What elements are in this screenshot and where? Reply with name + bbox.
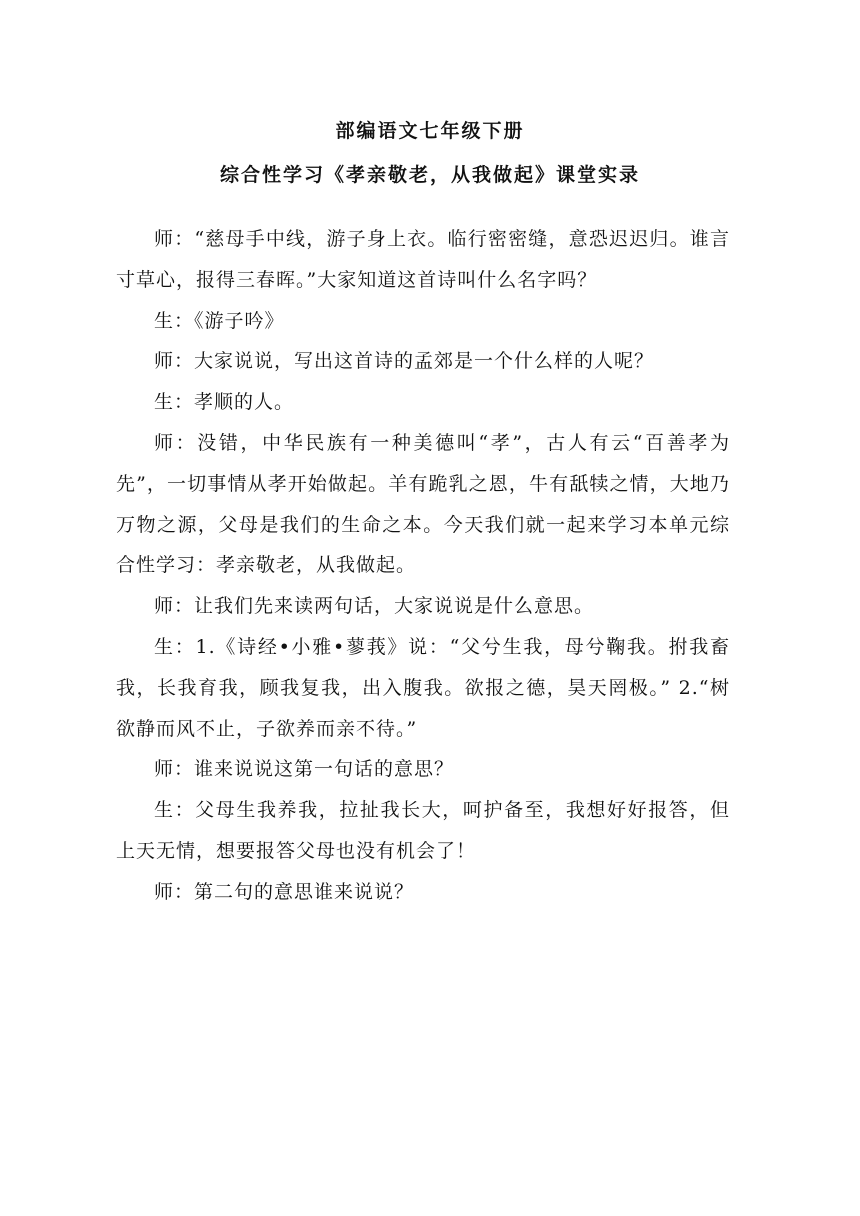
- paragraph: 生：孝顺的人。: [154, 391, 295, 414]
- paragraph: 生：父母生我养我，拉扯我长大，呵护备至，我想好好报答，但上天无情，想要报答父母也没有机会了！: [116, 799, 730, 862]
- document-title: 部编语文七年级下册: [335, 120, 525, 142]
- paragraph: 师：让我们先来读两句话，大家说说是什么意思。: [154, 595, 595, 618]
- paragraph: 师：大家说说，写出这首诗的孟郊是一个什么样的人呢？: [154, 350, 655, 373]
- paragraph: 师：第二句的意思谁来说说？: [154, 880, 415, 903]
- paragraph: 师：“慈母手中线，游子身上衣。临行密密缝，意恐迟迟归。谁言寸草心，报得三春晖。”大家知道这首诗叫什么名字吗？: [116, 228, 730, 291]
- document-subtitle: 综合性学习《孝亲敬老，从我做起》课堂实录: [219, 164, 640, 186]
- paragraph: 师：谁来说说这第一句话的意思？: [154, 758, 455, 781]
- paragraph: 生：1.《诗经•小雅•蓼莪》说：“父兮生我，母兮鞠我。拊我畜我，长我育我，顾我复我，出入腹我。欲报之德，昊天罔极。” 2.“树欲静而风不止，子欲养而亲不待。”: [116, 635, 730, 740]
- paragraph: 师：没错，中华民族有一种美德叫“孝”，古人有云“百善孝为先”，一切事情从孝开始做起。羊有跪乳之恩，牛有舐犊之情，大地乃万物之源，父母是我们的生命之本。今天我们就一起来学习本单元综合性学习：孝亲敬老，从我做起。: [116, 431, 730, 577]
- paragraph: 生：《游子吟》: [154, 309, 285, 332]
- document-body: [116, 219, 730, 913]
